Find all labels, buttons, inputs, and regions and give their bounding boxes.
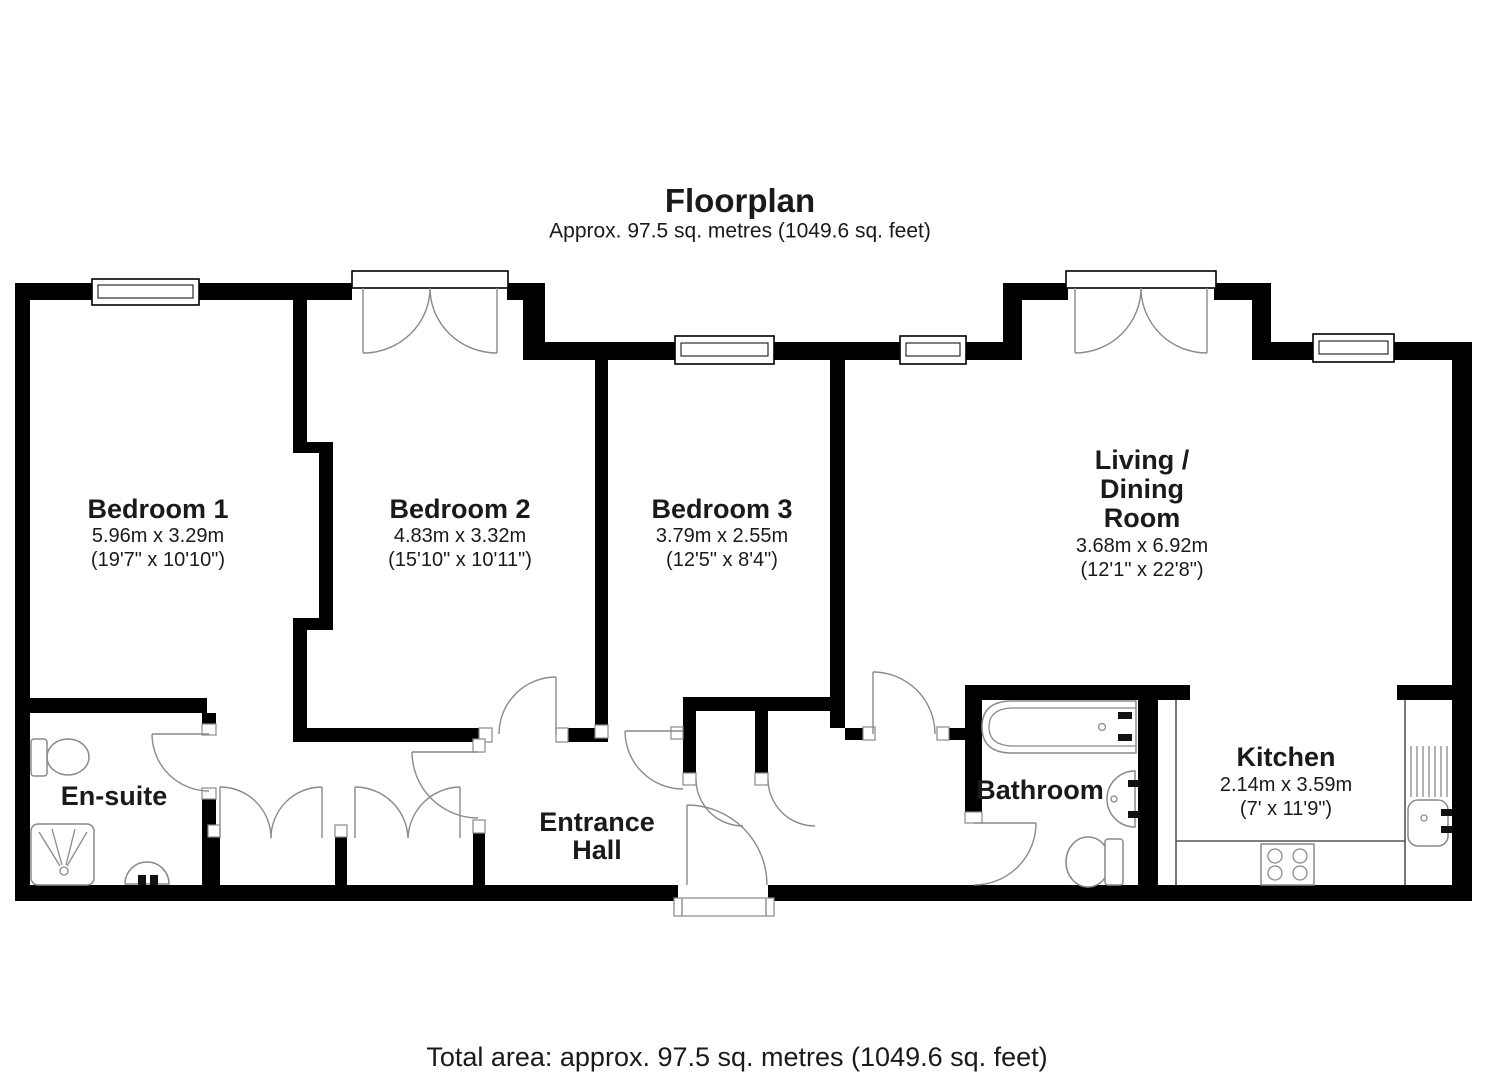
- living-room-door: [873, 672, 935, 734]
- bedroom1-dim-imperial: (19'7" x 10'10"): [90, 549, 226, 571]
- entrance-hall-label-2: Hall: [572, 835, 622, 866]
- bedroom1-label: Bedroom 1: [87, 494, 229, 525]
- living-room-label-2: Dining: [1100, 474, 1184, 505]
- bedroom2-patio-doors: [352, 271, 508, 353]
- bedroom3-dim-metric: 3.79m x 2.55m: [655, 525, 789, 547]
- page-title: Floorplan: [664, 181, 816, 219]
- living-room-window-right: [1313, 334, 1394, 362]
- bathtub: [982, 701, 1136, 753]
- ensuite-basin: [125, 862, 169, 885]
- living-room-dim-metric: 3.68m x 6.92m: [1075, 535, 1209, 557]
- bathroom-basin: [1107, 771, 1140, 827]
- living-room-patio-doors: [1066, 271, 1216, 353]
- hall-cupboard-doors-left: [220, 787, 322, 838]
- kitchen-hob: [1261, 844, 1314, 885]
- living-room-label-1: Living /: [1094, 445, 1190, 476]
- bedroom2-label: Bedroom 2: [389, 494, 531, 525]
- entrance-hall-label-1: Entrance: [539, 807, 655, 838]
- kitchen-drainer: [1411, 746, 1447, 797]
- kitchen-sink: [1408, 800, 1452, 846]
- bathroom-toilet: [1066, 837, 1123, 887]
- total-area-text: Total area: approx. 97.5 sq. metres (1049.6 sq. feet): [426, 1042, 1048, 1073]
- kitchen-dim-imperial: (7' x 11'9"): [1239, 798, 1333, 820]
- bedroom2-dim-imperial: (15'10" x 10'11"): [388, 549, 532, 571]
- living-room-window-left: [900, 336, 966, 364]
- page-subtitle: Approx. 97.5 sq. metres (1049.6 sq. feet): [549, 219, 931, 243]
- bedroom3-label: Bedroom 3: [651, 494, 793, 525]
- shower-tray: [31, 824, 94, 885]
- hall-storage-doors: [696, 779, 815, 826]
- bedroom3-window: [675, 336, 774, 364]
- ensuite-toilet: [31, 739, 89, 776]
- living-room-dim-imperial: (12'1" x 22'8"): [1080, 559, 1204, 581]
- bedroom2-dim-metric: 4.83m x 3.32m: [393, 525, 527, 547]
- ensuite-label: En-suite: [60, 781, 168, 812]
- bathroom-label: Bathroom: [976, 775, 1104, 806]
- bedroom3-dim-imperial: (12'5" x 8'4"): [666, 549, 778, 571]
- living-room-label-3: Room: [1103, 503, 1181, 534]
- kitchen-label: Kitchen: [1236, 742, 1336, 773]
- hall-cupboard-doors-right: [355, 787, 460, 838]
- bedroom1-window: [92, 279, 199, 305]
- kitchen-dim-metric: 2.14m x 3.59m: [1219, 774, 1353, 796]
- bedroom3-door: [625, 731, 683, 789]
- bedroom2-door: [499, 677, 556, 734]
- hall-lobby-door: [412, 752, 478, 818]
- bathroom-door: [974, 823, 1036, 885]
- bedroom1-dim-metric: 5.96m x 3.29m: [91, 525, 225, 547]
